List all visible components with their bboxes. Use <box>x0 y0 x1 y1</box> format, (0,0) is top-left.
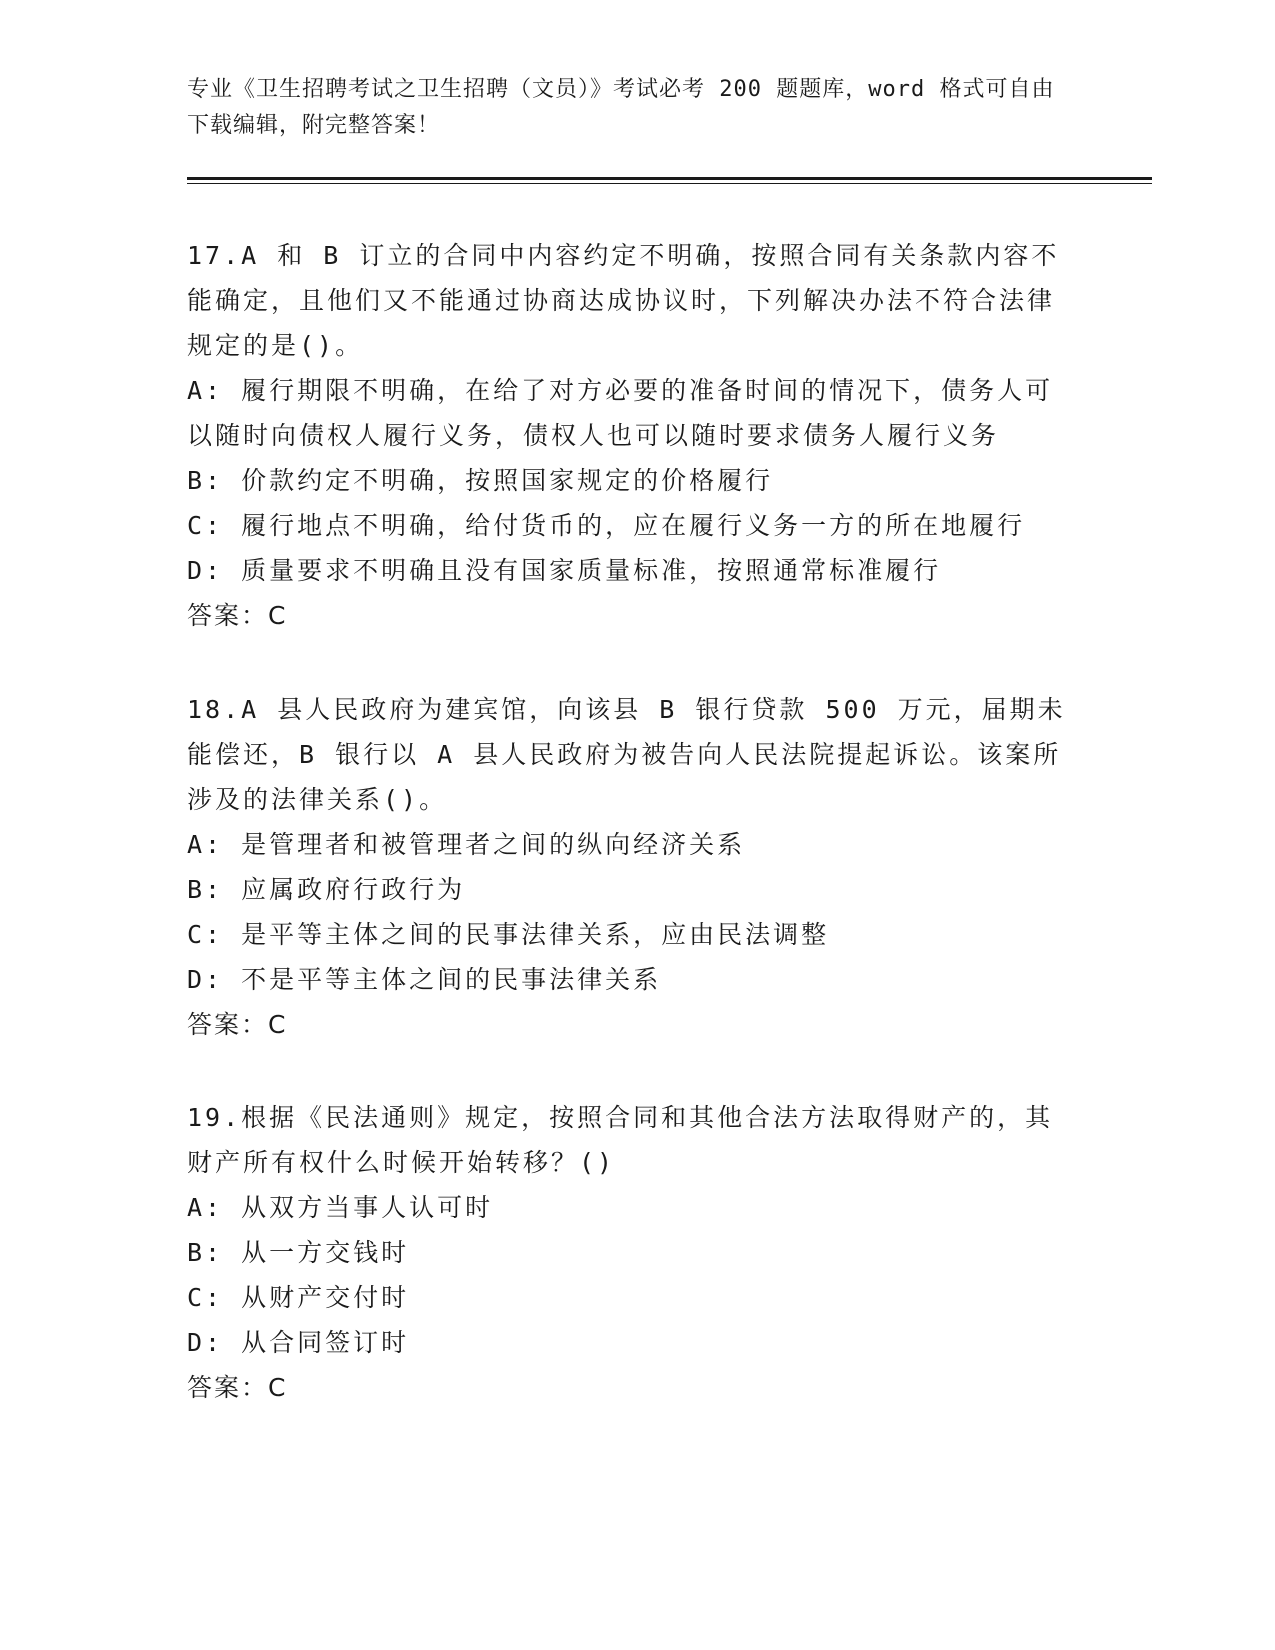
question-stem: 18.A 县人民政府为建宾馆，向该县 B 银行贷款 500 万元，届期未能偿还，B 银行以 A 县人民政府为被告向人民法院提起诉讼。该案所涉及的法律关系()。 <box>187 695 1066 814</box>
option-b: B: 从一方交钱时 <box>187 1238 410 1267</box>
option-c: C: 是平等主体之间的民事法律关系，应由民法调整 <box>187 920 830 949</box>
option-c: C: 履行地点不明确，给付货币的，应在履行义务一方的所在地履行 <box>187 511 1026 540</box>
header-divider-thin <box>187 183 1152 184</box>
document-page <box>187 0 1137 1650</box>
option-a: A: 履行期限不明确，在给了对方必要的准备时间的情况下，债务人可以随时向债权人履行义务，债权人也可以随时要求债务人履行义务 <box>187 376 1054 450</box>
option-d: D: 质量要求不明确且没有国家质量标准，按照通常标准履行 <box>187 556 942 585</box>
question-19 <box>187 1095 1067 1410</box>
option-d: D: 从合同签订时 <box>187 1328 410 1357</box>
answer: 答案：C <box>187 601 288 630</box>
option-d: D: 不是平等主体之间的民事法律关系 <box>187 965 662 994</box>
document-header: 专业《卫生招聘考试之卫生招聘（文员）》考试必考 200 题题库，word 格式可自由下载编辑，附完整答案！ <box>187 77 1055 138</box>
option-a: A: 从双方当事人认可时 <box>187 1193 494 1222</box>
option-a: A: 是管理者和被管理者之间的纵向经济关系 <box>187 830 746 859</box>
option-b: B: 价款约定不明确，按照国家规定的价格履行 <box>187 466 774 495</box>
question-stem: 17.A 和 B 订立的合同中内容约定不明确，按照合同有关条款内容不能确定，且他们又不能通过协商达成协议时，下列解决办法不符合法律规定的是()。 <box>187 241 1060 360</box>
question-17 <box>187 233 1067 638</box>
answer: 答案：C <box>187 1373 288 1402</box>
header-divider-thick <box>187 177 1152 180</box>
option-b: B: 应属政府行政行为 <box>187 875 466 904</box>
question-stem: 19.根据《民法通则》规定，按照合同和其他合法方法取得财产的，其财产所有权什么时候开始转移？() <box>187 1103 1054 1177</box>
question-18 <box>187 687 1067 1047</box>
option-c: C: 从财产交付时 <box>187 1283 410 1312</box>
answer: 答案：C <box>187 1010 288 1039</box>
